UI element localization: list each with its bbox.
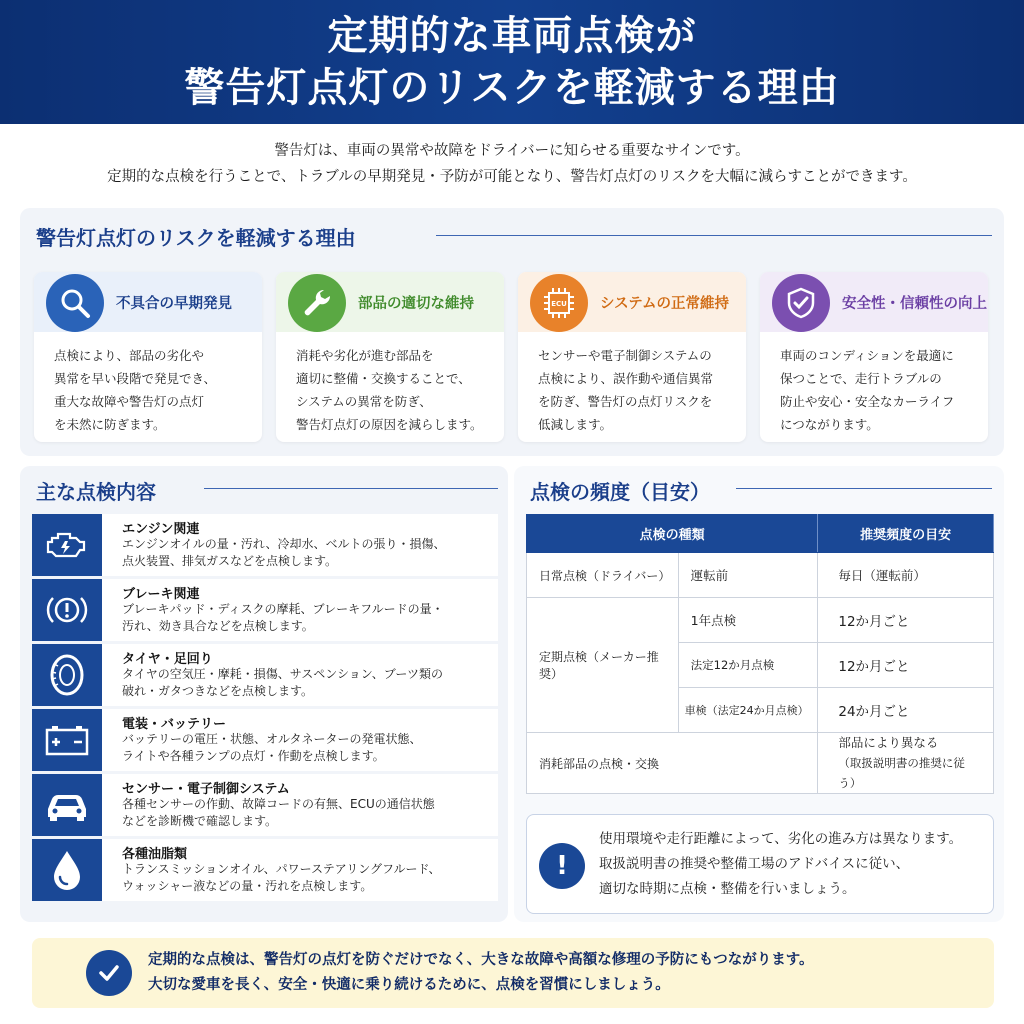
card-line: 低減します。: [538, 417, 613, 432]
exclamation-icon: !: [539, 843, 585, 889]
check-item-desc: [122, 796, 492, 830]
desc-line: ブレーキパッド・ディスクの摩耗、ブレーキフルードの量・: [122, 602, 444, 616]
card-body: [54, 344, 254, 436]
check-item-title: ブレーキ関連: [122, 587, 200, 602]
check-item-title: センサー・電子制御システム: [122, 782, 290, 797]
cell-line: 部品により異なる: [838, 735, 939, 750]
card-line: 重大な故障や警告灯の点灯: [54, 394, 205, 409]
shield-check-icon: [772, 274, 830, 332]
desc-line: などを診断機で確認します。: [122, 814, 278, 828]
tire-icon: [32, 644, 102, 706]
desc-line: 汚れ、効き具合などを点検します。: [122, 619, 314, 633]
desc-line: トランスミッションオイル、パワーステアリングフルード、: [122, 862, 441, 876]
table-row: [527, 733, 994, 794]
brake-warning-icon: [32, 579, 102, 641]
reason-card-parts-maintenance: [276, 272, 504, 442]
note-line: 使用環境や走行距離によって、劣化の進み方は異なります。: [599, 831, 963, 847]
reason-card-system-normal: [518, 272, 746, 442]
desc-line: バッテリーの電圧・状態、オルタネーターの発電状態、: [122, 732, 422, 746]
summary-line: 定期的な点検は、警告灯の点灯を防ぐだけでなく、大きな故障や高額な修理の予防にもつながります。: [148, 952, 814, 968]
card-line: 点検により、部品の劣化や: [54, 348, 205, 363]
page-title-line2: 警告灯点灯のリスクを軽減する理由: [184, 65, 840, 111]
card-line: システムの異常を防ぎ、: [296, 394, 432, 409]
card-line: 車両のコンディションを最適に: [780, 348, 954, 363]
frequency-table: [526, 514, 994, 794]
card-body: [296, 344, 496, 436]
desc-line: ライトや各種ランプの点灯・作動を点検します。: [122, 749, 385, 763]
table-cell: 12か月ごと: [818, 643, 994, 688]
table-cell: [818, 733, 994, 794]
check-item-sensor: [32, 774, 498, 836]
card-line: 防止や安心・安全なカーライフ: [780, 394, 955, 409]
desc-line: ウォッシャー液などの量・汚れを点検します。: [122, 879, 373, 893]
table-header: 推奨頻度の目安: [818, 515, 994, 553]
magnifier-icon: [46, 274, 104, 332]
check-item-fluids: [32, 839, 498, 901]
check-item-desc: [122, 666, 492, 700]
main-checks-title: 主な点検内容: [36, 480, 156, 504]
card-line: 異常を早い段階で発見でき、: [54, 371, 217, 386]
check-item-title: 電装・バッテリー: [122, 717, 227, 732]
page-title-line1: 定期的な車両点検が: [327, 13, 697, 59]
card-title: 不具合の早期発見: [116, 296, 232, 312]
desc-line: タイヤの空気圧・摩耗・損傷、サスペンション、ブーツ類の: [122, 667, 443, 681]
check-item-title: エンジン関連: [122, 522, 200, 537]
check-item-tire: [32, 644, 498, 706]
wrench-icon: [288, 274, 346, 332]
card-line: を防ぎ、警告灯の点灯リスクを: [538, 394, 713, 409]
check-item-desc: [122, 536, 492, 570]
advice-note: [526, 814, 994, 914]
card-line: 消耗や劣化が進む部品を: [296, 348, 434, 363]
desc-line: 破れ・ガタつきなどを点検します。: [122, 684, 314, 698]
table-cell: 車検（法定24か月点検）: [678, 688, 818, 733]
checkmark-icon: [86, 950, 132, 996]
reasons-section-title: 警告灯点灯のリスクを軽減する理由: [36, 226, 356, 250]
table-cell: 法定12か月点検: [678, 643, 818, 688]
table-cell: 1年点検: [678, 598, 818, 643]
note-line: 適切な時期に点検・整備を行いましょう。: [599, 881, 856, 897]
table-cell: 消耗部品の点検・交換: [527, 733, 818, 794]
table-cell: 定期点検（メーカー推奨）: [527, 598, 679, 733]
check-item-brake: [32, 579, 498, 641]
car-icon: [32, 774, 102, 836]
section-divider: [436, 235, 992, 236]
card-title: 部品の適切な維持: [358, 296, 474, 312]
frequency-title: 点検の頻度（目安）: [530, 480, 710, 504]
section-divider: [736, 488, 992, 489]
battery-icon: [32, 709, 102, 771]
intro-line: 定期的な点検を行うことで、トラブルの早期発見・予防が可能となり、警告灯点灯のリスクを大幅に減らすことができます。: [107, 169, 917, 185]
card-line: につながります。: [780, 417, 879, 432]
engine-icon: [32, 514, 102, 576]
summary-banner: [32, 938, 994, 1008]
desc-line: 各種センサーの作動、故障コードの有無、ECUの通信状態: [122, 797, 435, 811]
card-title: 安全性・信頼性の向上: [842, 296, 987, 312]
card-line: 適切に整備・交換することで、: [296, 371, 471, 386]
oil-drop-icon: [32, 839, 102, 901]
desc-line: 点火装置、排気ガスなどを点検します。: [122, 554, 338, 568]
check-item-title: 各種油脂類: [122, 847, 188, 862]
table-header: 点検の種類: [527, 515, 818, 553]
desc-line: エンジンオイルの量・汚れ、冷却水、ベルトの張り・損傷、: [122, 537, 446, 551]
card-body: [538, 344, 738, 436]
table-header-row: [527, 515, 994, 553]
summary-text: [148, 948, 814, 998]
card-line: センサーや電子制御システムの: [538, 348, 712, 363]
ecu-chip-icon: [530, 274, 588, 332]
card-body: [780, 344, 980, 436]
card-line: を未然に防ぎます。: [54, 417, 166, 432]
check-item-title: タイヤ・足回り: [122, 652, 213, 667]
reason-card-safety-reliability: [760, 272, 988, 442]
intro-line: 警告灯は、車両の異常や故障をドライバーに知らせる重要なサインです。: [274, 143, 750, 159]
card-line: 保つことで、走行トラブルの: [780, 371, 942, 386]
table-cell: 12か月ごと: [818, 598, 994, 643]
section-divider: [204, 488, 498, 489]
intro-text: [0, 138, 1024, 190]
check-item-desc: [122, 731, 492, 765]
card-line: 点検により、誤作動や通信異常: [538, 371, 714, 386]
table-row: [527, 553, 994, 598]
table-cell: 24か月ごと: [818, 688, 994, 733]
table-cell: 運転前: [678, 553, 818, 598]
page-header: [0, 0, 1024, 124]
table-row: [527, 598, 994, 643]
svg-text:ECU: ECU: [551, 300, 567, 308]
card-line: 警告灯点灯の原因を減らします。: [296, 417, 483, 432]
check-item-desc: [122, 861, 492, 895]
check-item-engine: [32, 514, 498, 576]
summary-line: 大切な愛車を長く、安全・快適に乗り続けるために、点検を習慣にしましょう。: [148, 977, 670, 993]
table-cell: 日常点検（ドライバー）: [527, 553, 679, 598]
cell-line: （取扱説明書の推奨に従う）: [838, 756, 965, 790]
card-title: システムの正常維持: [600, 296, 730, 312]
reason-card-early-detection: [34, 272, 262, 442]
check-item-desc: [122, 601, 492, 635]
table-cell: 毎日（運転前）: [818, 553, 994, 598]
check-item-battery: [32, 709, 498, 771]
note-text: [599, 827, 991, 902]
note-line: 取扱説明書の推奨や整備工場のアドバイスに従い、: [599, 856, 910, 872]
